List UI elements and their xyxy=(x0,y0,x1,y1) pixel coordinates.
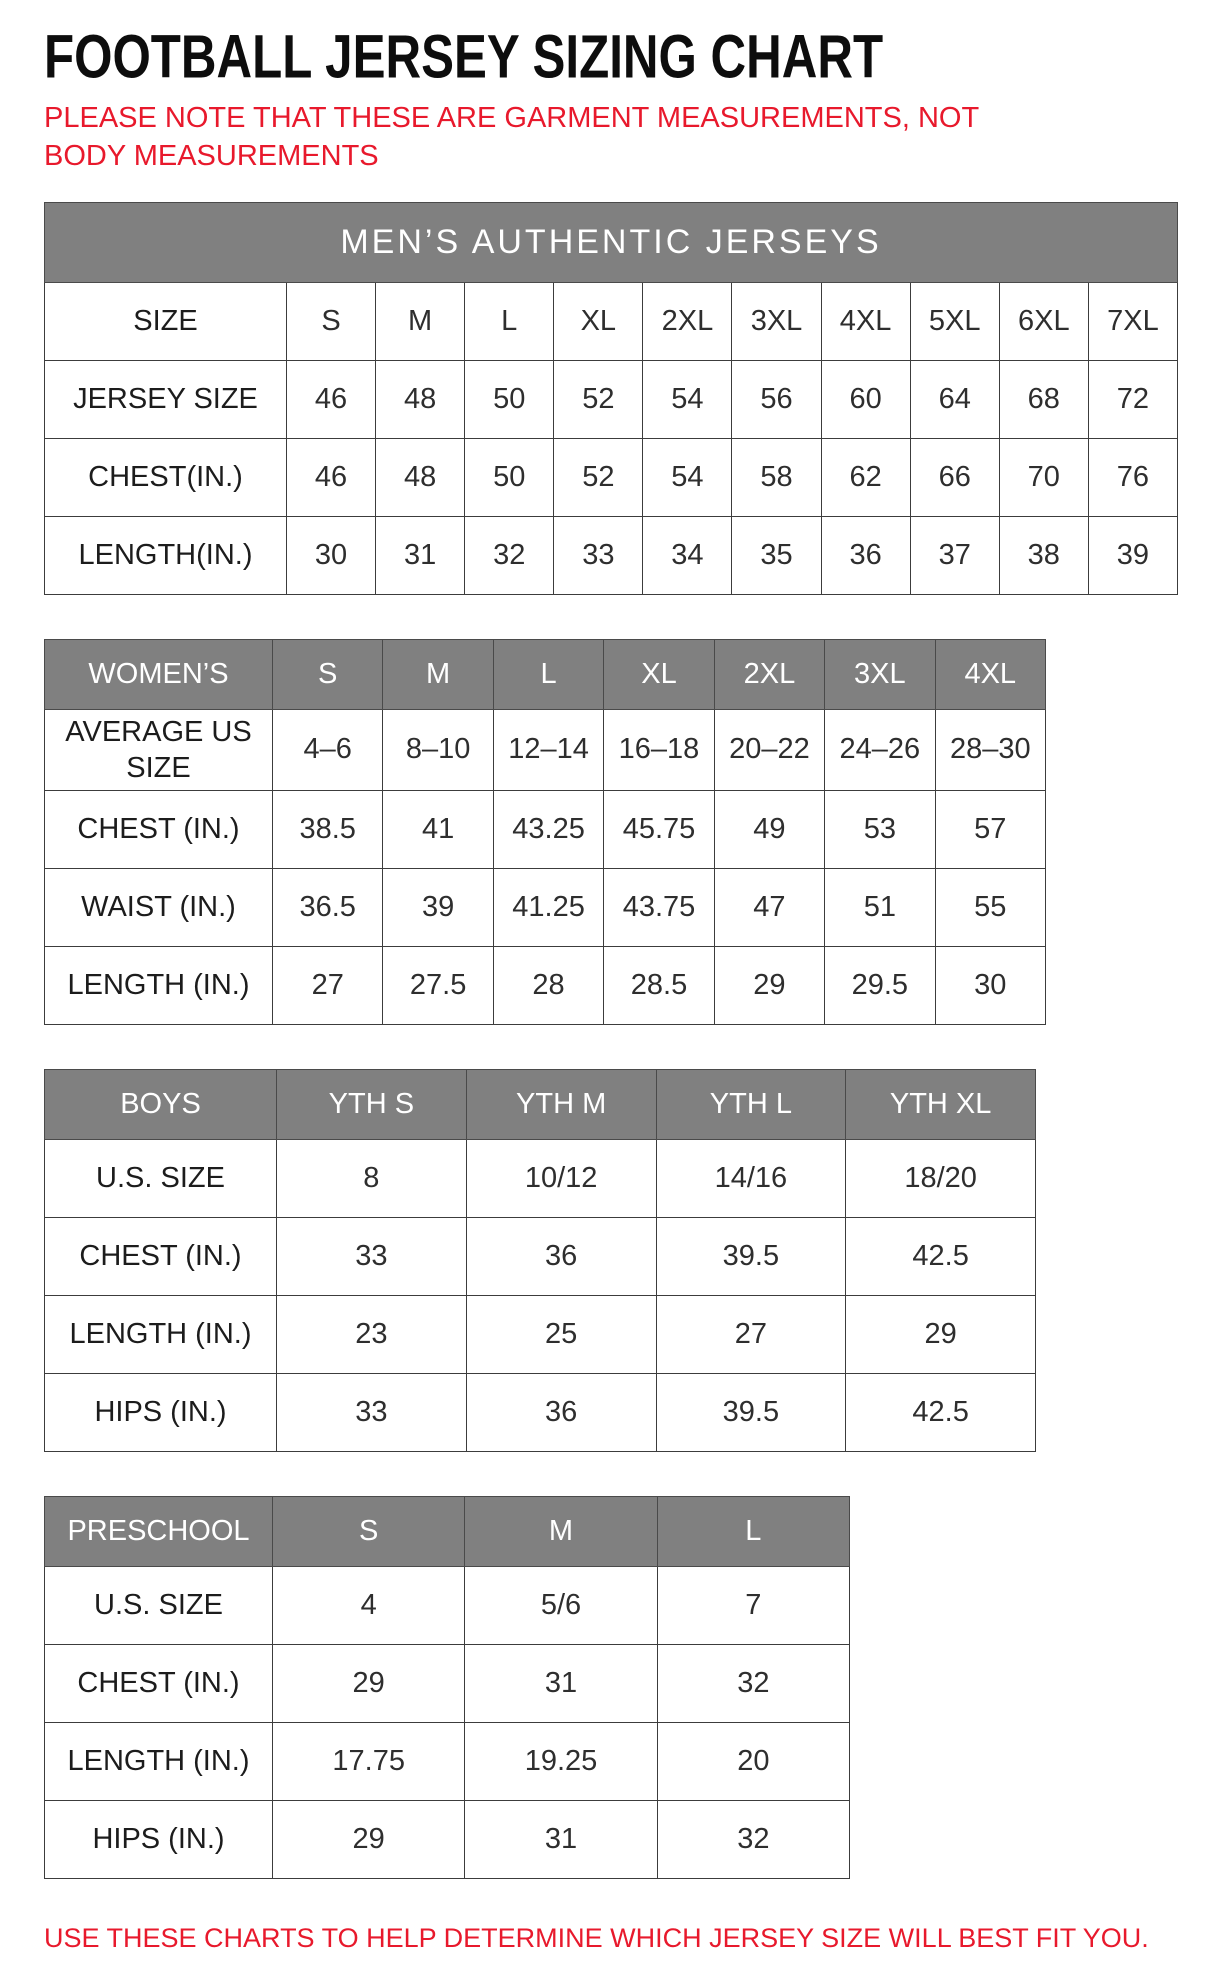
boys-table-row xyxy=(45,1140,1036,1218)
row-label: CHEST (IN.) xyxy=(45,1218,277,1296)
size-value-cell: 2XL xyxy=(643,282,732,360)
mens-size-table xyxy=(44,202,1178,595)
preschool-table-row xyxy=(45,1567,850,1645)
size-value-cell: L xyxy=(465,282,554,360)
size-value-cell: 36 xyxy=(466,1218,656,1296)
row-label: LENGTH (IN.) xyxy=(45,1296,277,1374)
size-value-cell: 57 xyxy=(935,791,1045,869)
preschool-sizing-table-section xyxy=(44,1496,1190,1879)
womens-size-table xyxy=(44,639,1046,1026)
size-value-cell: 20 xyxy=(657,1723,849,1801)
size-value-cell: S xyxy=(287,282,376,360)
row-label: U.S. SIZE xyxy=(45,1567,273,1645)
size-value-cell: 34 xyxy=(643,516,732,594)
size-value-cell: 32 xyxy=(657,1801,849,1879)
size-value-cell: 56 xyxy=(732,360,821,438)
size-value-cell: 36.5 xyxy=(273,869,383,947)
size-value-cell: 5/6 xyxy=(465,1567,657,1645)
size-value-cell: 29 xyxy=(714,947,824,1025)
row-label: LENGTH(IN.) xyxy=(45,516,287,594)
size-value-cell: 23 xyxy=(277,1296,467,1374)
size-value-cell: 37 xyxy=(910,516,999,594)
row-label: CHEST (IN.) xyxy=(45,791,273,869)
size-value-cell: 8 xyxy=(277,1140,467,1218)
page-title: FOOTBALL JERSEY SIZING CHART xyxy=(44,23,884,92)
size-value-cell: 72 xyxy=(1088,360,1177,438)
size-value-cell: 28 xyxy=(493,947,603,1025)
size-column-header: L xyxy=(493,639,603,709)
preschool-size-table xyxy=(44,1496,850,1879)
size-column-header: 4XL xyxy=(935,639,1045,709)
boys-header-row xyxy=(45,1070,1036,1140)
size-column-header: YTH L xyxy=(656,1070,846,1140)
size-value-cell: 55 xyxy=(935,869,1045,947)
size-value-cell: 4 xyxy=(273,1567,465,1645)
size-value-cell: 39 xyxy=(1088,516,1177,594)
size-value-cell: 31 xyxy=(465,1801,657,1879)
size-value-cell: 14/16 xyxy=(656,1140,846,1218)
size-value-cell: 24–26 xyxy=(825,709,935,791)
preschool-header-label: PRESCHOOL xyxy=(45,1497,273,1567)
boys-header-label: BOYS xyxy=(45,1070,277,1140)
mens-table-row xyxy=(45,282,1178,360)
size-value-cell: 48 xyxy=(376,438,465,516)
size-value-cell: 38 xyxy=(999,516,1088,594)
size-column-header: XL xyxy=(604,639,714,709)
size-value-cell: M xyxy=(376,282,465,360)
size-value-cell: 3XL xyxy=(732,282,821,360)
boys-size-table xyxy=(44,1069,1036,1452)
size-value-cell: 76 xyxy=(1088,438,1177,516)
size-value-cell: 12–14 xyxy=(493,709,603,791)
size-value-cell: 38.5 xyxy=(273,791,383,869)
size-value-cell: 6XL xyxy=(999,282,1088,360)
womens-sizing-table-section xyxy=(44,639,1190,1026)
boys-table-row xyxy=(45,1374,1036,1452)
size-value-cell: 10/12 xyxy=(466,1140,656,1218)
size-value-cell: 33 xyxy=(554,516,643,594)
row-label: U.S. SIZE xyxy=(45,1140,277,1218)
row-label: SIZE xyxy=(45,282,287,360)
size-value-cell: 28.5 xyxy=(604,947,714,1025)
size-column-header: 2XL xyxy=(714,639,824,709)
row-label: CHEST (IN.) xyxy=(45,1645,273,1723)
size-value-cell: 33 xyxy=(277,1218,467,1296)
row-label: HIPS (IN.) xyxy=(45,1801,273,1879)
preschool-table-row xyxy=(45,1801,850,1879)
size-column-header: M xyxy=(465,1497,657,1567)
size-value-cell: 70 xyxy=(999,438,1088,516)
size-value-cell: 53 xyxy=(825,791,935,869)
mens-table-row xyxy=(45,438,1178,516)
size-value-cell: 46 xyxy=(287,438,376,516)
size-value-cell: 29 xyxy=(846,1296,1036,1374)
row-label: HIPS (IN.) xyxy=(45,1374,277,1452)
size-value-cell: 52 xyxy=(554,360,643,438)
size-value-cell: 8–10 xyxy=(383,709,493,791)
size-value-cell: 48 xyxy=(376,360,465,438)
size-value-cell: 4–6 xyxy=(273,709,383,791)
womens-header-label: WOMEN’S xyxy=(45,639,273,709)
size-value-cell: XL xyxy=(554,282,643,360)
size-column-header: YTH XL xyxy=(846,1070,1036,1140)
size-value-cell: 39 xyxy=(383,869,493,947)
size-value-cell: 60 xyxy=(821,360,910,438)
size-value-cell: 51 xyxy=(825,869,935,947)
mens-table-row xyxy=(45,360,1178,438)
size-value-cell: 52 xyxy=(554,438,643,516)
size-value-cell: 39.5 xyxy=(656,1218,846,1296)
size-value-cell: 50 xyxy=(465,360,554,438)
size-value-cell: 43.25 xyxy=(493,791,603,869)
size-value-cell: 42.5 xyxy=(846,1374,1036,1452)
boys-table-row xyxy=(45,1218,1036,1296)
size-value-cell: 32 xyxy=(657,1645,849,1723)
size-value-cell: 25 xyxy=(466,1296,656,1374)
womens-header-row xyxy=(45,639,1046,709)
mens-table-row xyxy=(45,516,1178,594)
measurement-note: PLEASE NOTE THAT THESE ARE GARMENT MEASUREMENTS, NOT BODY MEASUREMENTS xyxy=(44,102,979,173)
size-value-cell: 49 xyxy=(714,791,824,869)
size-value-cell: 32 xyxy=(465,516,554,594)
row-label: LENGTH (IN.) xyxy=(45,947,273,1025)
size-column-header: 3XL xyxy=(825,639,935,709)
size-value-cell: 58 xyxy=(732,438,821,516)
row-label: AVERAGE US SIZE xyxy=(45,709,273,791)
size-value-cell: 46 xyxy=(287,360,376,438)
size-value-cell: 27 xyxy=(656,1296,846,1374)
preschool-header-row xyxy=(45,1497,850,1567)
size-value-cell: 7XL xyxy=(1088,282,1177,360)
size-value-cell: 64 xyxy=(910,360,999,438)
mens-banner-row xyxy=(45,202,1178,282)
size-column-header: YTH S xyxy=(277,1070,467,1140)
size-value-cell: 47 xyxy=(714,869,824,947)
size-value-cell: 42.5 xyxy=(846,1218,1036,1296)
womens-table-row xyxy=(45,947,1046,1025)
boys-sizing-table-section xyxy=(44,1069,1190,1452)
preschool-table-row xyxy=(45,1645,850,1723)
size-value-cell: 4XL xyxy=(821,282,910,360)
size-value-cell: 31 xyxy=(465,1645,657,1723)
size-value-cell: 5XL xyxy=(910,282,999,360)
size-value-cell: 36 xyxy=(821,516,910,594)
size-value-cell: 41.25 xyxy=(493,869,603,947)
size-value-cell: 54 xyxy=(643,360,732,438)
row-label: CHEST(IN.) xyxy=(45,438,287,516)
size-value-cell: 68 xyxy=(999,360,1088,438)
size-value-cell: 66 xyxy=(910,438,999,516)
size-value-cell: 20–22 xyxy=(714,709,824,791)
size-value-cell: 43.75 xyxy=(604,869,714,947)
preschool-table-row xyxy=(45,1723,850,1801)
size-value-cell: 45.75 xyxy=(604,791,714,869)
size-value-cell: 27 xyxy=(273,947,383,1025)
boys-table-row xyxy=(45,1296,1036,1374)
size-column-header: M xyxy=(383,639,493,709)
size-value-cell: 33 xyxy=(277,1374,467,1452)
size-value-cell: 29 xyxy=(273,1801,465,1879)
size-value-cell: 17.75 xyxy=(273,1723,465,1801)
mens-authentic-jerseys-table-section xyxy=(44,202,1190,595)
row-label: WAIST (IN.) xyxy=(45,869,273,947)
size-column-header: S xyxy=(273,639,383,709)
womens-table-row xyxy=(45,869,1046,947)
row-label: JERSEY SIZE xyxy=(45,360,287,438)
size-column-header: L xyxy=(657,1497,849,1567)
size-value-cell: 30 xyxy=(935,947,1045,1025)
size-value-cell: 28–30 xyxy=(935,709,1045,791)
size-value-cell: 35 xyxy=(732,516,821,594)
size-value-cell: 29.5 xyxy=(825,947,935,1025)
size-value-cell: 41 xyxy=(383,791,493,869)
womens-table-row xyxy=(45,709,1046,791)
size-value-cell: 31 xyxy=(376,516,465,594)
row-label: LENGTH (IN.) xyxy=(45,1723,273,1801)
size-value-cell: 16–18 xyxy=(604,709,714,791)
size-value-cell: 29 xyxy=(273,1645,465,1723)
size-value-cell: 7 xyxy=(657,1567,849,1645)
size-value-cell: 27.5 xyxy=(383,947,493,1025)
mens-table-title: MEN’S AUTHENTIC JERSEYS xyxy=(45,202,1178,282)
size-column-header: S xyxy=(273,1497,465,1567)
size-value-cell: 36 xyxy=(466,1374,656,1452)
womens-table-row xyxy=(45,791,1046,869)
footer-note: USE THESE CHARTS TO HELP DETERMINE WHICH JERSEY SIZE WILL BEST FIT YOU. xyxy=(44,1923,1149,1954)
size-value-cell: 50 xyxy=(465,438,554,516)
size-value-cell: 19.25 xyxy=(465,1723,657,1801)
size-column-header: YTH M xyxy=(466,1070,656,1140)
size-value-cell: 18/20 xyxy=(846,1140,1036,1218)
size-value-cell: 30 xyxy=(287,516,376,594)
size-value-cell: 54 xyxy=(643,438,732,516)
size-value-cell: 62 xyxy=(821,438,910,516)
size-value-cell: 39.5 xyxy=(656,1374,846,1452)
